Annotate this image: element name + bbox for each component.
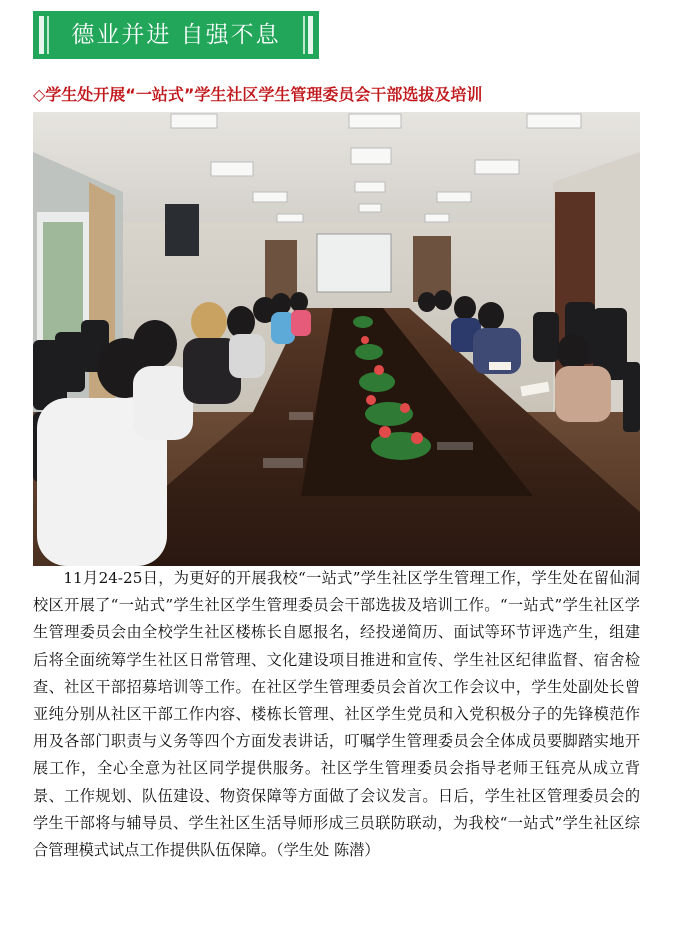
article-headline: ◇学生处开展“一站式”学生社区学生管理委员会干部选拔及培训 — [33, 85, 483, 104]
meeting-room-illustration — [33, 112, 640, 566]
banner-title: 德业并进 自强不息 — [71, 22, 281, 48]
slogan-banner — [33, 11, 319, 59]
meeting-photo — [33, 112, 640, 566]
article-body: 11月24-25日，为更好的开展我校“一站式”学生社区学生管理工作，学生处在留仙洞校区开展了“一站式”学生社区学生管理委员会干部选拔及培训工作。“一站式”学生社区学生管理委员会由全校学生社区楼栋长自愿报名，经投递简历、面试等环节评选产生，组建后将全面统筹学生社区日常管理、文化建设项目推进和宣传、学生社区纪律监督、宿舍检查、社区干部招募培训等工作。在社区学生管理委员会首次工作会议中，学生处副处长曾亚纯分别从社区干部工作内容、楼栋长管理、社区学生党员和入党积极分子的先锋模范作用及各部门职责与义务等四个方面发表讲话，叮嘱学生管理委员会全体成员要脚踏实地开展工作，全心全意为社区同学提供服务。社区学生管理委员会指导老师王钰亮从成立背景、工作规划、队伍建设、物资保障等方面做了会议发言。日后，学生社区管理委员会的学生干部将与辅导员、学生社区生活导师形成三员联防联动，为我校“一站式”学生社区综合管理模式试点工作提供队伍保障。（学生处 陈潜） — [33, 569, 640, 860]
